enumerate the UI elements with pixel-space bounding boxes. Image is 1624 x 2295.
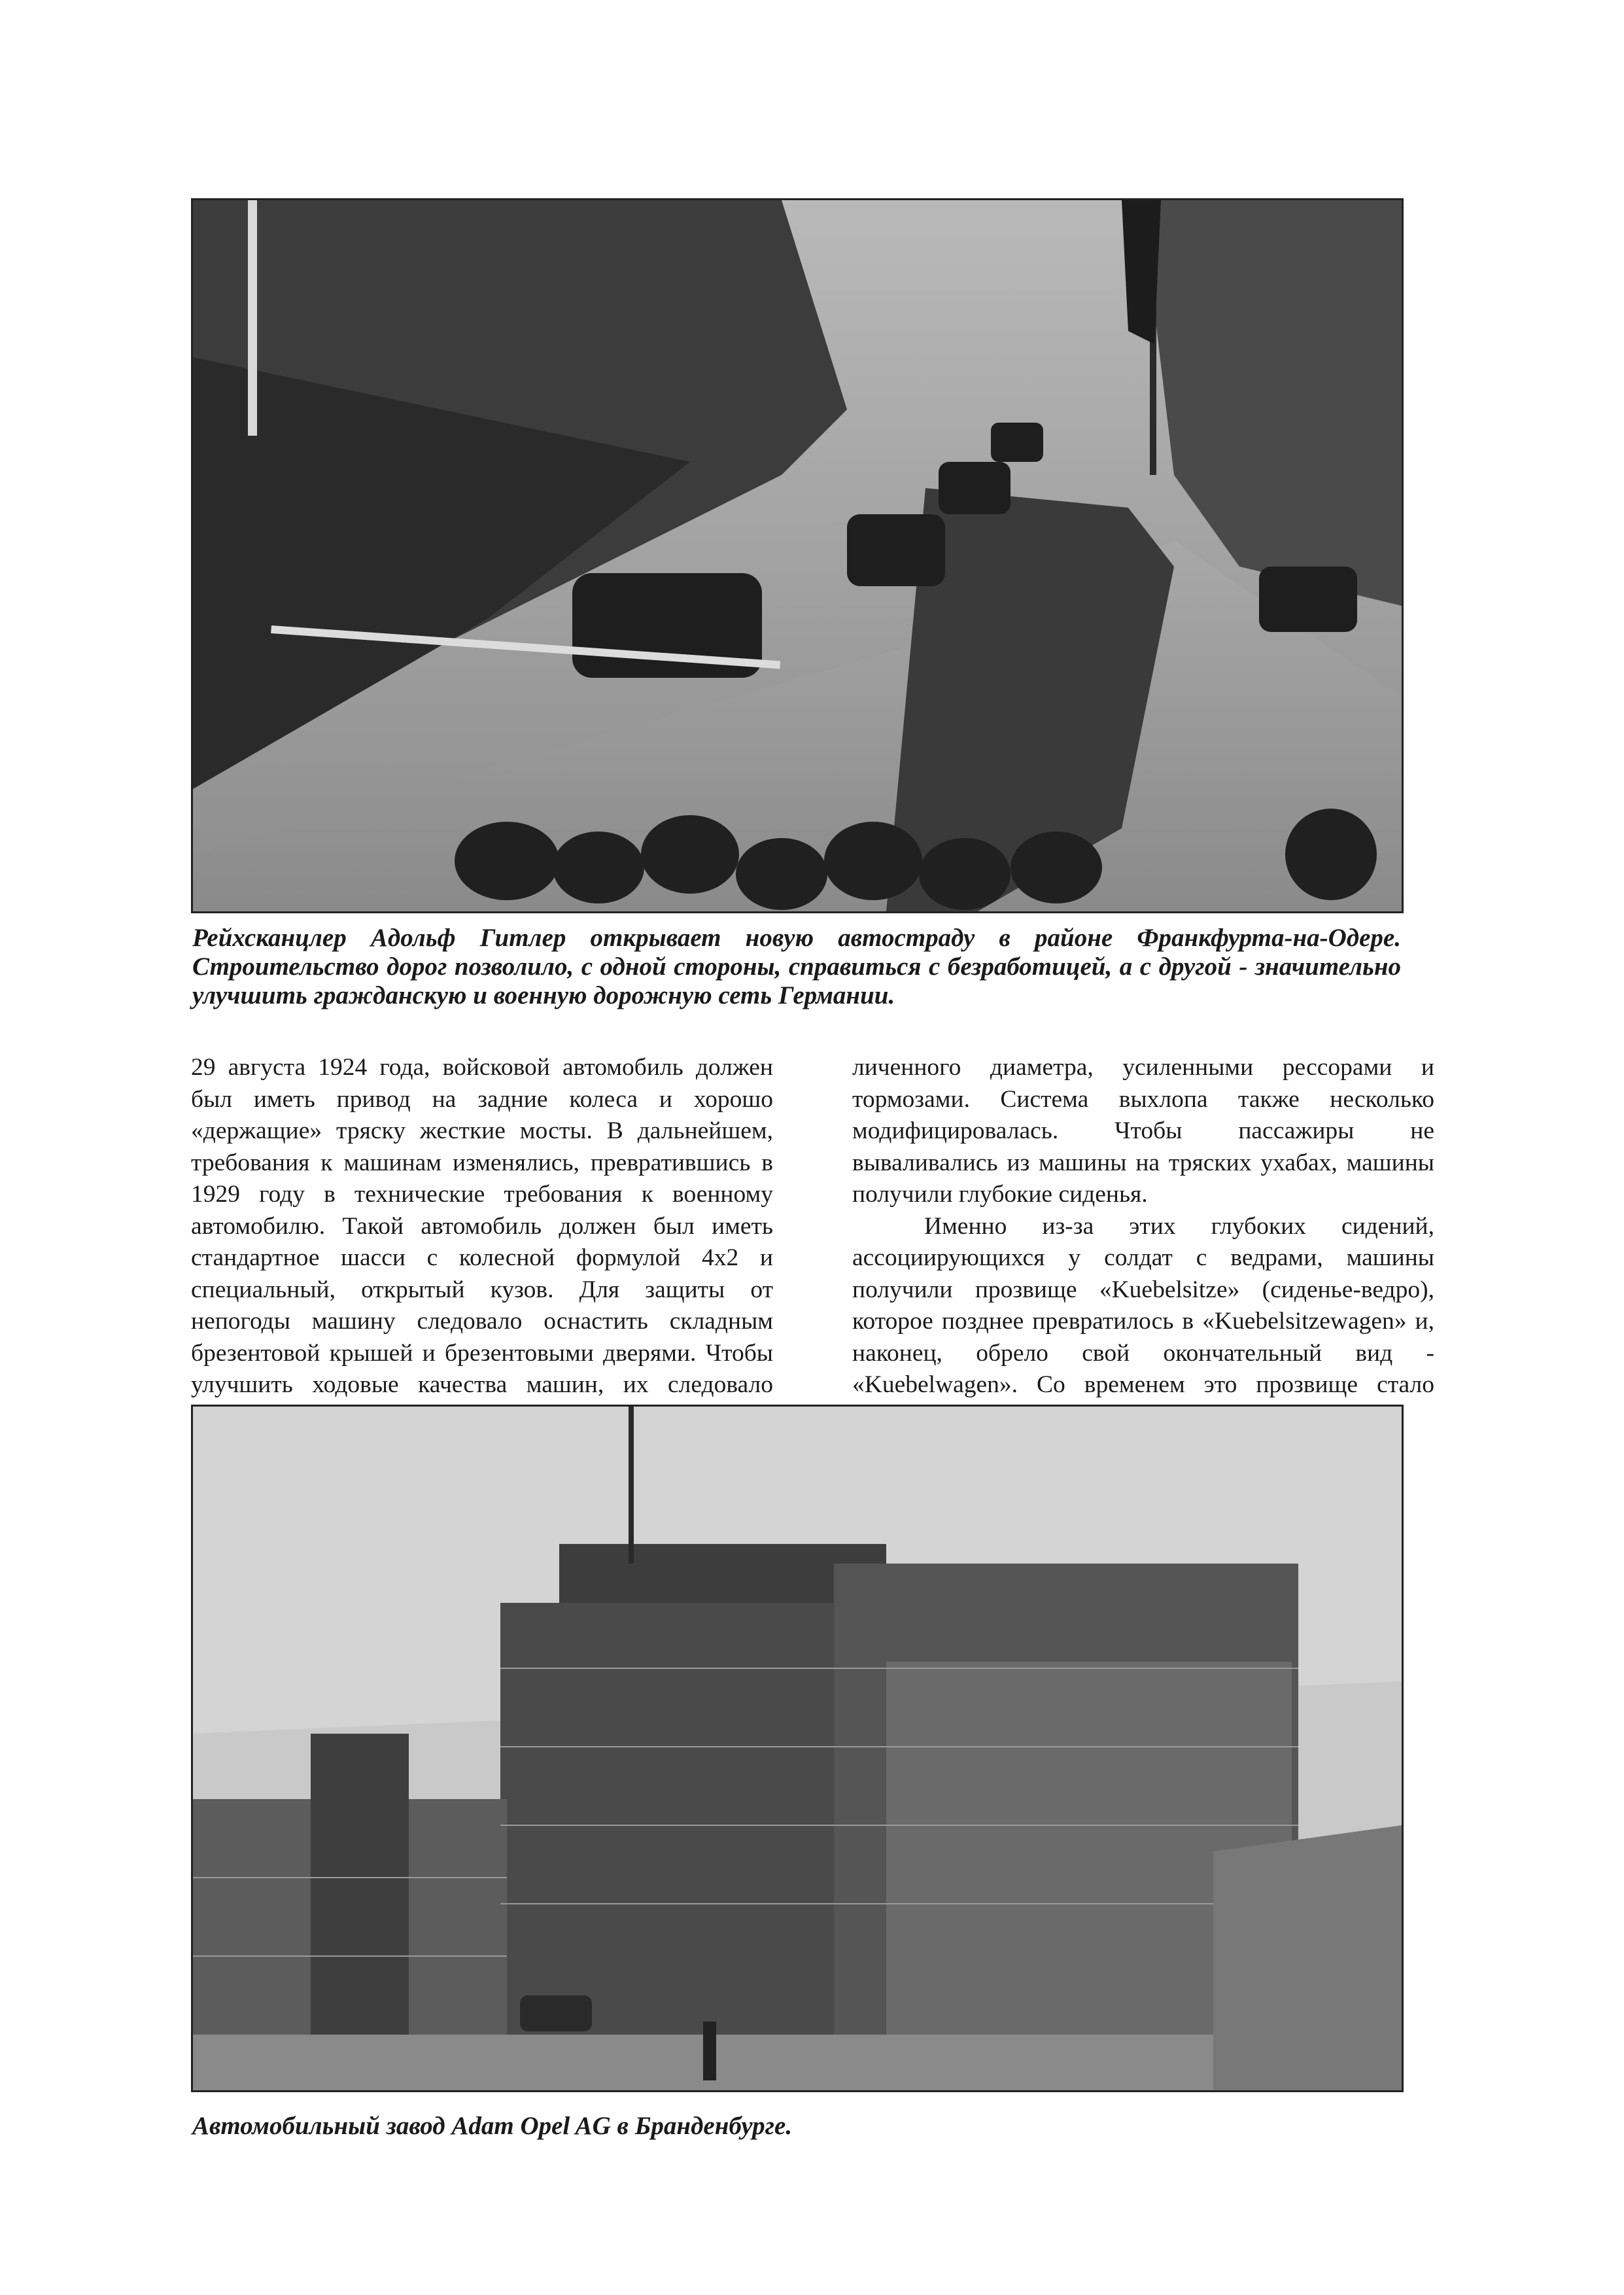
autobahn-opening-photo xyxy=(191,198,1404,913)
bottom-photo-caption: Автомобильный завод Adam Opel AG в Бранденбурге. xyxy=(192,2112,793,2140)
body-column-left xyxy=(191,1052,773,1433)
factory-photo-graphic xyxy=(193,1407,1402,2090)
autobahn-photo-graphic xyxy=(193,200,1402,911)
left-paragraph: 29 августа 1924 года, войсковой автомобиль должен был иметь привод на задние колеса и хорошо «держащие» тряску жесткие мосты. В дальнейшем, требования к машинам изменялись, превратившись в 1929 году в технические требования к военному автомобилю. Такой автомобиль должен был иметь стандартное шасси с колесной формулой 4х2 и специальный, открытый кузов. Для защиты от непогоды машину следовало оснастить складным брезентовой крышей и брезентовыми дверями. Чтобы улучшить ходовые качества машин, их следовало xyxy=(191,1054,773,1398)
right-paragraph-1: личенного диаметра, усиленными рессорами и тормозами. Система выхлопа также несколько модифицировалась. Чтобы пассажиры не вываливались из машины на тряских ухабах, машины получили глубокие сиденья. xyxy=(852,1054,1434,1208)
opel-factory-photo xyxy=(191,1405,1404,2092)
right-paragraph-2: Именно из-за этих глубоких сидений, ассоциирующихся у солдат с ведрами, машины получили прозвище «Kuebelsitze» (сиденье-ведро), которое позднее превратилось в «Kuebelsitzewagen» и, наконец, обрело свой окончательный вид - «Kuebelwagen». Со временем это прозвище стало xyxy=(852,1212,1434,1398)
top-photo-caption: Рейхсканцлер Адольф Гитлер открывает новую автостраду в районе Франкфурта-на-Одере. Строительство дорог позволило, с одной стороны, справиться с безработицей, а с другой - значительно улучшить гражданскую и военную дорожную сеть Германии. xyxy=(192,924,1401,1009)
body-column-right xyxy=(852,1052,1434,1433)
